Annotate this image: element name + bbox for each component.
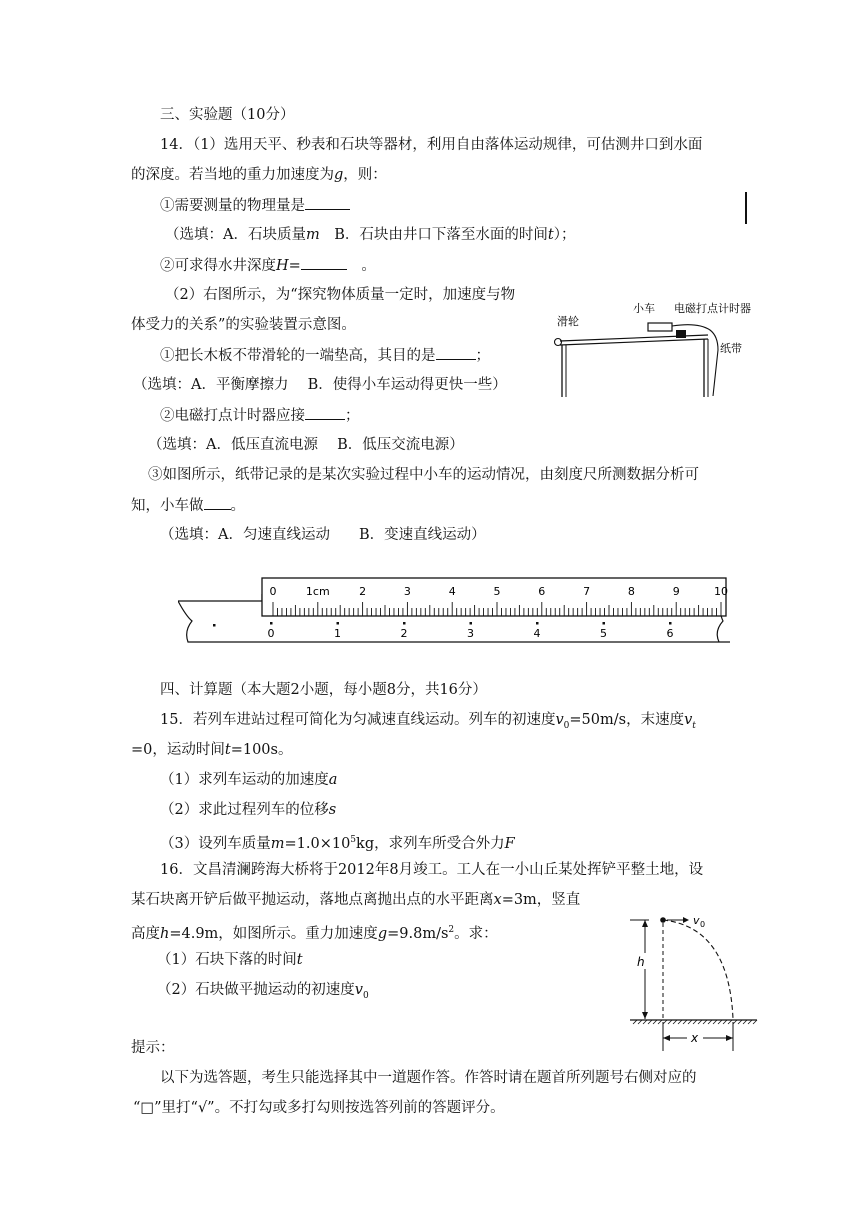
q16-line1: 16．文昌清澜跨海大桥将于2012年8月竣工。工人在一小山丘某处挥铲平整土地，设 — [160, 862, 704, 878]
section-4-title: 四、计算题（本大题2小题，每小题8分，共16分） — [160, 682, 487, 698]
text: =0，运动时间 — [131, 742, 225, 758]
text: 。求： — [454, 925, 498, 942]
text: 某石块离开铲后做平抛运动，落地点离抛出点的水平距离 — [131, 892, 494, 908]
ruler-cm-label: 4 — [448, 585, 456, 598]
velocity-arrow-icon — [683, 917, 689, 923]
x-arrow-left-icon — [663, 1035, 670, 1041]
tape-dot-label: 6 — [666, 627, 674, 640]
var-s: s — [328, 802, 337, 818]
text: 15．若列车进站过程可简化为匀减速直线运动。列车的初速度 — [160, 712, 556, 728]
q14-part2-sub1-options: （选填：A．平衡摩擦力 B．使得小车运动得更快一些） — [133, 377, 507, 393]
text: 。 — [361, 258, 376, 274]
sub: 0 — [362, 990, 369, 1001]
q14-sub1-options — [165, 225, 575, 245]
q14-part1-line1: 14．（1）选用天平、秒表和石块等器材，利用自由落体运动规律，可估测井口到水面 — [160, 137, 703, 153]
table-legs — [562, 339, 708, 397]
tape-dot — [337, 622, 340, 625]
tape-dot-label: 3 — [467, 627, 474, 640]
pulley-icon — [555, 339, 562, 346]
text: =9.8m/s — [387, 925, 449, 942]
text: （3）设列车质量 — [160, 835, 271, 852]
q14-part2-sub1 — [160, 345, 490, 366]
label-cart: 小车 — [633, 302, 655, 315]
text: ； — [345, 408, 360, 424]
x-arrow-right-icon — [726, 1035, 733, 1041]
answer-blank[interactable] — [204, 495, 231, 510]
ruler-cm-label: 5 — [493, 585, 501, 598]
hint-line1: 以下为选答题，考生只能选择其中一道题作答。作答时请在题首所列题号右侧对应的 — [160, 1070, 697, 1086]
var-H: H — [276, 258, 289, 274]
text: ①需要测量的物理量是 — [160, 198, 305, 214]
text: =100s。 — [230, 742, 293, 758]
q15-line1 — [160, 710, 696, 736]
text: （1）求列车运动的加速度 — [160, 772, 329, 788]
cart-icon — [648, 323, 672, 331]
text: ①把长木板不带滑轮的一端垫高，其目的是 — [160, 348, 436, 364]
q14-part2-sub3-line1: ③如图所示，纸带记录的是某次实验过程中小车的运动情况，由刻度尺所测数据分析可 — [148, 467, 699, 483]
text: 知，小车做 — [131, 498, 204, 514]
q15-sub2 — [160, 800, 336, 820]
text: （2）求此过程列车的位移 — [160, 802, 329, 818]
timer-icon — [676, 330, 686, 338]
q15-sub3 — [160, 830, 515, 854]
hint-line2: “□”里打“√”。不打勾或多打勾则按选答列前的答题评分。 — [133, 1100, 505, 1116]
var-t: t — [547, 227, 554, 243]
var-m: m — [270, 835, 285, 852]
var-m: m — [305, 227, 320, 243]
text: =50m/s，末速度 — [569, 712, 685, 728]
margin-bar — [745, 192, 747, 224]
sub: t — [692, 720, 696, 731]
var-v: v — [684, 712, 693, 728]
tape-dot — [669, 622, 672, 625]
ruler-cm-label: 1cm — [305, 585, 330, 598]
var-g: g — [334, 167, 344, 183]
text: 的深度。若当地的重力加速度为 — [131, 167, 334, 183]
q16-sub1 — [157, 950, 303, 970]
text: ②电磁打点计时器应接 — [160, 408, 305, 424]
ruler-cm-label: 9 — [672, 585, 680, 598]
tape-dot-label: 2 — [400, 627, 408, 640]
q14-part2-sub3-line2 — [131, 495, 245, 516]
label-timer: 电磁打点计时器 — [674, 302, 751, 315]
tape-dot-label: 5 — [600, 627, 607, 640]
answer-blank[interactable] — [436, 345, 476, 360]
tape-dot-label: 4 — [533, 627, 541, 640]
q14-part2-line2: 体受力的关系”的实验装置示意图。 — [131, 317, 356, 333]
var-a: a — [328, 772, 338, 788]
var-v: v — [555, 712, 564, 728]
text: = — [288, 258, 301, 274]
var-h: h — [160, 925, 170, 942]
label-x: x — [691, 1031, 699, 1045]
tape-dot — [470, 622, 473, 625]
section-3-title: 三、实验题（10分） — [160, 107, 295, 123]
ruler-figure — [178, 576, 730, 646]
q14-part2-sub2 — [160, 405, 360, 426]
tape-dot — [270, 622, 273, 625]
ruler-cm-label: 3 — [403, 585, 411, 598]
text: （选填：A．石块质量 — [165, 227, 306, 243]
ruler-cm-label: 2 — [359, 585, 367, 598]
text: =3m，竖直 — [501, 892, 581, 908]
text: =1.0×10 — [284, 835, 351, 852]
text: B．石块由井口下落至水面的时间 — [319, 227, 548, 243]
start-dot — [213, 624, 216, 627]
apparatus-figure — [548, 290, 788, 405]
label-pulley: 滑轮 — [557, 315, 579, 328]
label-tape: 纸带 — [720, 342, 742, 355]
var-t: t — [224, 742, 231, 758]
var-g: g — [377, 925, 388, 942]
h-arrow-up-icon — [642, 920, 648, 927]
sup: 2 — [448, 925, 455, 935]
q14-part2-line1: （2）右图所示，为“探究物体质量一定时，加速度与物 — [165, 287, 516, 303]
ruler-cm-label: 7 — [583, 585, 591, 598]
text: 高度 — [131, 925, 160, 942]
q14-sub2 — [160, 255, 376, 276]
q14-part2-sub3-options: （选填：A．匀速直线运动 B．变速直线运动） — [160, 527, 486, 543]
text: ）； — [553, 227, 576, 243]
h-arrow-down-icon — [642, 1012, 648, 1019]
tape-dot — [603, 622, 606, 625]
ruler-cm-label: 8 — [627, 585, 635, 598]
ruler-cm-label: 0 — [269, 585, 277, 598]
text: ，则： — [343, 167, 387, 183]
answer-blank[interactable] — [305, 195, 350, 210]
label-h: h — [637, 955, 645, 969]
q15-line2 — [131, 740, 292, 760]
tape-dot-label: 1 — [334, 627, 341, 640]
tape-dot — [536, 622, 539, 625]
tape-dot-labels — [268, 622, 674, 640]
q14-sub1 — [160, 195, 350, 216]
q15-sub1 — [160, 770, 337, 790]
var-x: x — [493, 892, 502, 908]
text: （1）石块下落的时间 — [157, 952, 297, 968]
text: （2）石块做平抛运动的初速度 — [157, 982, 355, 998]
projectile-figure — [625, 905, 765, 1055]
answer-blank[interactable] — [301, 255, 347, 270]
text: =4.9m，如图所示。重力加速度 — [169, 925, 378, 942]
label-v: v — [693, 914, 700, 927]
q16-line3 — [131, 920, 498, 944]
trajectory-curve — [663, 920, 733, 1019]
ruler-cm-label: 6 — [538, 585, 546, 598]
sup: 5 — [350, 835, 357, 845]
answer-blank[interactable] — [305, 405, 345, 420]
sub: 0 — [563, 720, 570, 731]
tape-dot-label: 0 — [267, 627, 275, 640]
text: ； — [475, 348, 490, 364]
hint-label: 提示： — [131, 1040, 175, 1056]
text: kg，求列车所受合外力 — [356, 835, 505, 852]
text: 。 — [230, 498, 245, 514]
text: ②可求得水井深度 — [160, 258, 276, 274]
q14-part1-line2 — [131, 165, 387, 185]
var-t: t — [296, 952, 303, 968]
ruler-cm-label: 10 — [714, 585, 728, 598]
q16-sub2 — [157, 980, 369, 1006]
q14-part2-sub2-options: （选填：A．低压直流电源 B．低压交流电源） — [148, 437, 464, 453]
var-v: v — [354, 982, 363, 998]
tape-dot — [403, 622, 406, 625]
var-F: F — [504, 835, 515, 852]
q16-line2 — [131, 890, 580, 910]
label-v-sub: 0 — [700, 920, 706, 929]
